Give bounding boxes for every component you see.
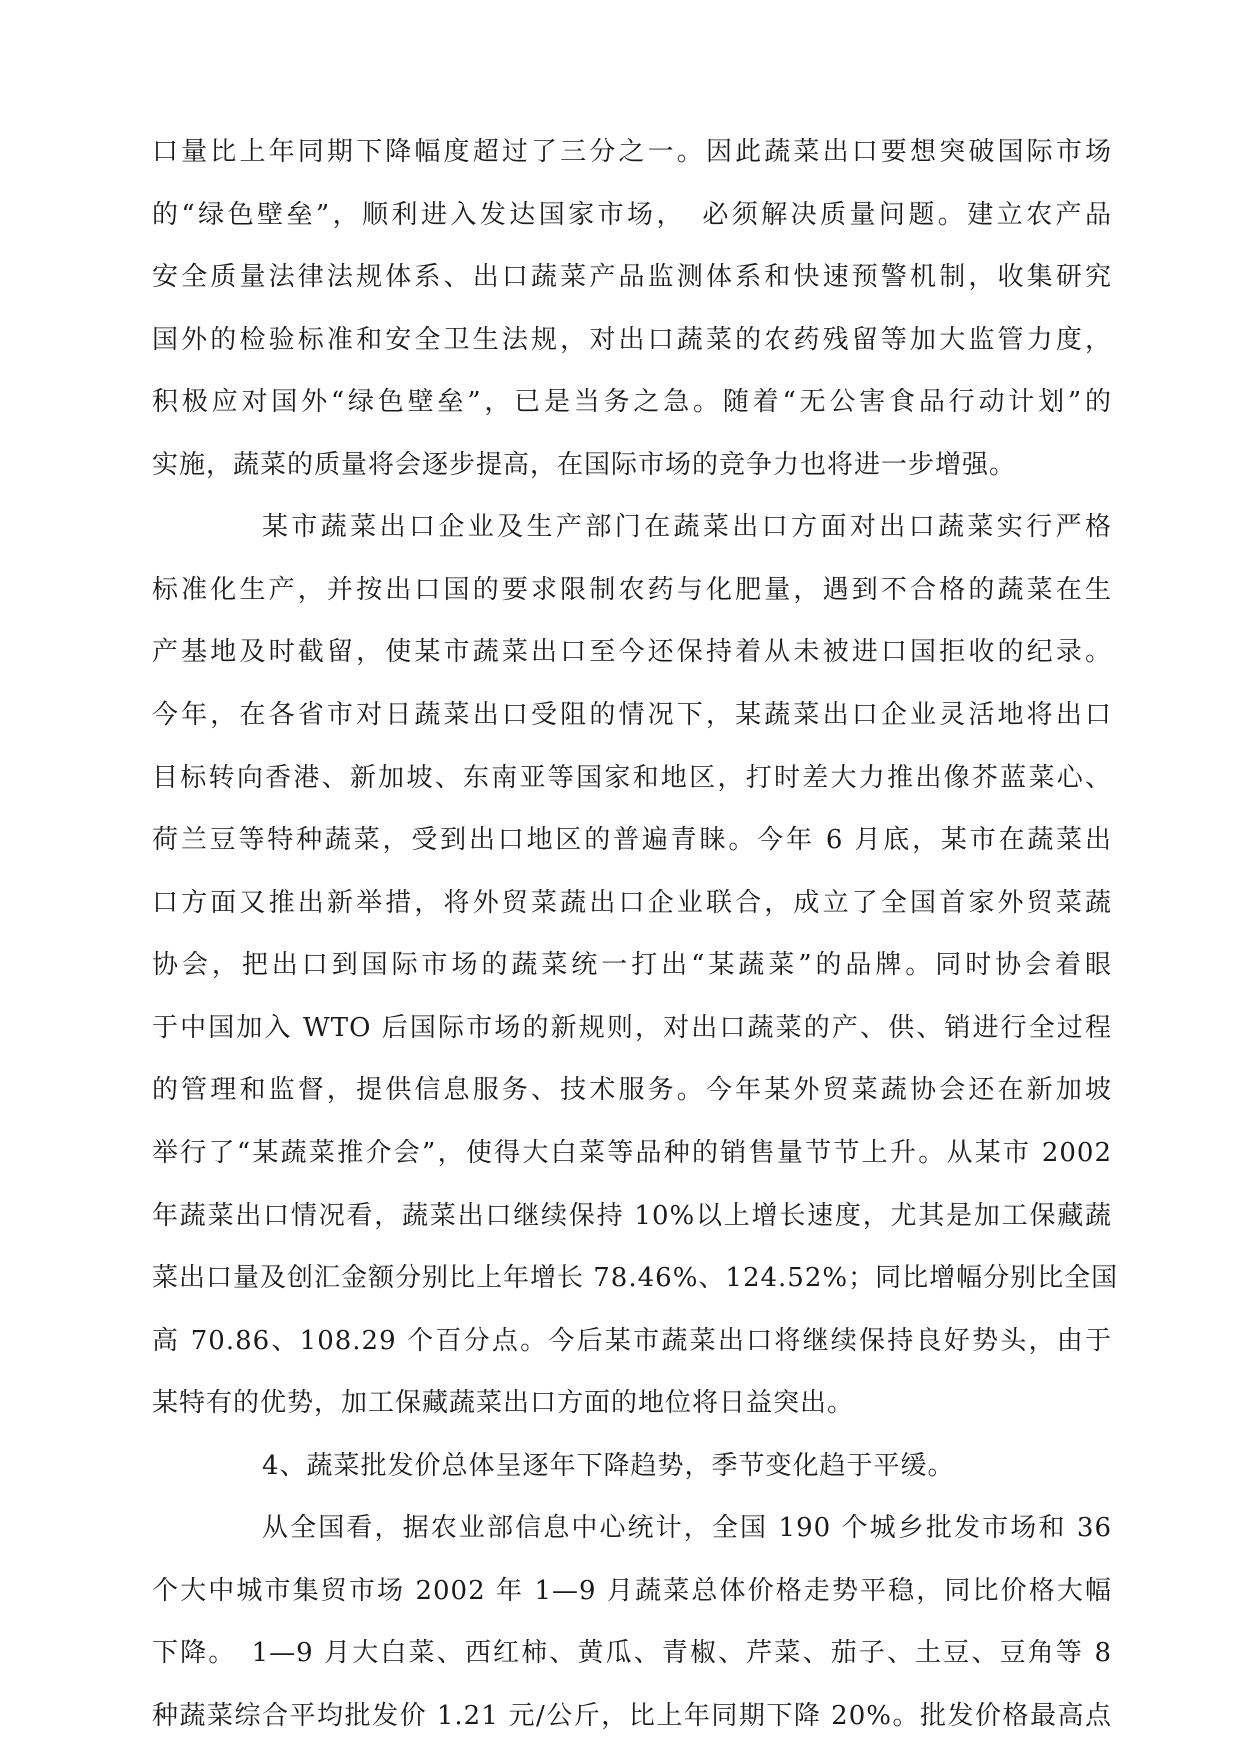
text-line: 的管理和监督，提供信息服务、技术服务。今年某外贸菜蔬协会还在新加坡 bbox=[152, 1075, 1112, 1105]
text-line: 目标转向香港、新加坡、东南亚等国家和地区，打时差大力推出像芥蓝菜心、 bbox=[152, 763, 1112, 793]
text-line: 种蔬菜综合平均批发价 1.21 元/公斤，比上年同期下降 20%。批发价格最高点 bbox=[152, 1701, 1112, 1731]
text-line: 积极应对国外“绿色壁垒”，已是当务之急。随着“无公害食品行动计划”的 bbox=[152, 387, 1112, 417]
text-line: 安全质量法律法规体系、出口蔬菜产品监测体系和快速预警机制，收集研究 bbox=[152, 262, 1112, 292]
text-line: 口量比上年同期下降幅度超过了三分之一。因此蔬菜出口要想突破国际市场 bbox=[152, 137, 1112, 167]
text-line: 协会，把出口到国际市场的蔬菜统一打出“某蔬菜”的品牌。同时协会着眼 bbox=[152, 950, 1112, 980]
text-line: 于中国加入 WTO 后国际市场的新规则，对出口蔬菜的产、供、销进行全过程 bbox=[152, 1013, 1112, 1043]
text-line: 荷兰豆等特种蔬菜，受到出口地区的普遍青睐。今年 6 月底，某市在蔬菜出 bbox=[152, 825, 1112, 855]
text-line: 标准化生产，并按出口国的要求限制农药与化肥量，遇到不合格的蔬菜在生 bbox=[152, 575, 1112, 605]
text-line: 下降。 1—9 月大白菜、西红柿、黄瓜、青椒、芹菜、茄子、土豆、豆角等 8 bbox=[152, 1638, 1112, 1668]
text-line: 个大中城市集贸市场 2002 年 1—9 月蔬菜总体价格走势平稳，同比价格大幅 bbox=[152, 1576, 1112, 1606]
text-line: 某市蔬菜出口企业及生产部门在蔬菜出口方面对出口蔬菜实行严格 bbox=[262, 512, 1112, 542]
text-line: 从全国看，据农业部信息中心统计，全国 190 个城乡批发市场和 36 bbox=[262, 1513, 1112, 1543]
text-line: 的“绿色壁垒”，顺利进入发达国家市场， 必须解决质量问题。建立农产品 bbox=[152, 200, 1112, 230]
text-line: 年蔬菜出口情况看，蔬菜出口继续保持 10%以上增长速度，尤其是加工保藏蔬 bbox=[152, 1201, 1112, 1231]
text-line: 某特有的优势，加工保藏蔬菜出口方面的地位将日益突出。 bbox=[152, 1388, 855, 1418]
section-heading: 4、蔬菜批发价总体呈逐年下降趋势，季节变化趋于平缓。 bbox=[262, 1451, 955, 1481]
text-line: 今年，在各省市对日蔬菜出口受阻的情况下，某蔬菜出口企业灵活地将出口 bbox=[152, 700, 1112, 730]
text-line: 高 70.86、108.29 个百分点。今后某市蔬菜出口将继续保持良好势头，由于 bbox=[152, 1326, 1112, 1356]
text-line: 菜出口量及创汇金额分别比上年增长 78.46%、124.52%；同比增幅分别比全国 bbox=[152, 1263, 1119, 1293]
text-line: 产基地及时截留，使某市蔬菜出口至今还保持着从未被进口国拒收的纪录。 bbox=[152, 637, 1112, 667]
text-line: 实施，蔬菜的质量将会逐步提高，在国际市场的竞争力也将进一步增强。 bbox=[152, 450, 1017, 480]
text-line: 口方面又推出新举措，将外贸菜蔬出口企业联合，成立了全国首家外贸菜蔬 bbox=[152, 888, 1112, 918]
text-line: 举行了“某蔬菜推介会”，使得大白菜等品种的销售量节节上升。从某市 2002 bbox=[152, 1138, 1112, 1168]
text-line: 国外的检验标准和安全卫生法规，对出口蔬菜的农药残留等加大监管力度， bbox=[152, 325, 1112, 355]
